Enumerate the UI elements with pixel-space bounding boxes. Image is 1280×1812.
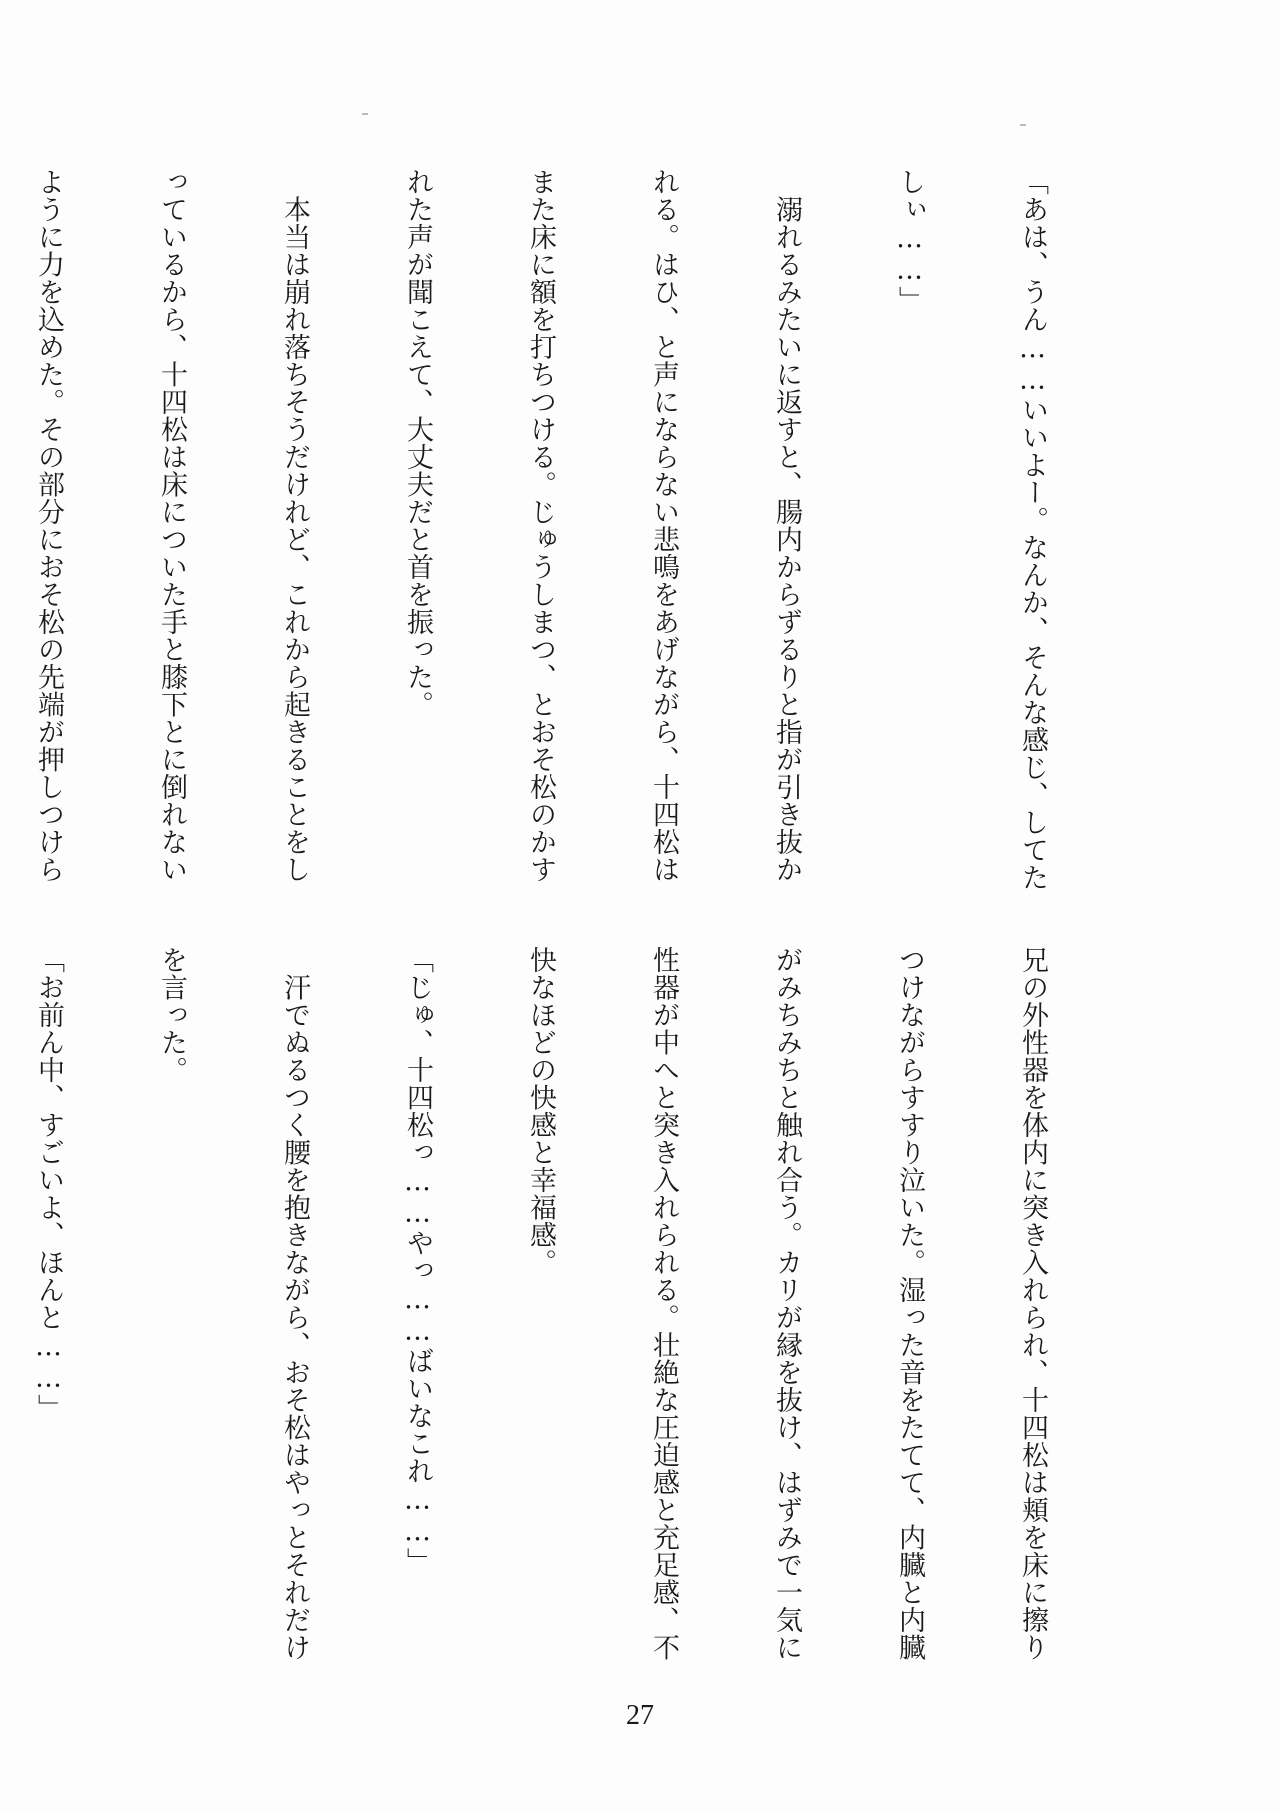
top-text-block [33,168,1135,891]
text-column: 「じゅ、十四松っ……やっ……ばいなこれ……」 [402,946,433,1575]
text-column: また床に額を打ちつける。じゅうしまつ、とおそ松のかす [525,168,556,883]
text-column: れた声が聞こえて、大丈夫だと首を振った。 [402,168,433,718]
text-column: 「あは、うん……いいよー。なんか、そんな感じ、してた [1017,168,1048,891]
bottom-text-block [33,946,1135,1661]
text-column: がみちみちと触れ合う。カリが縁を抜け、はずみで一気に [771,946,802,1661]
text-column: しぃ……」 [894,168,925,314]
text-column: 兄の外性器を体内に突き入れられ、十四松は頬を床に擦り [1017,946,1048,1661]
text-column: 性器が中へと突き入れられる。壮絶な圧迫感と充足感、不 [648,946,679,1661]
text-column: っているから、十四松は床についた手と膝下とに倒れない [156,168,187,883]
text-column: 汗でぬるつく腰を抱きながら、おそ松はやっとそれだけ [279,946,310,1661]
text-column: ように力を込めた。その部分におそ松の先端が押しつけら [33,168,64,883]
scan-speck [1020,124,1026,126]
text-column: 溺れるみたいに返すと、腸内からずるりと指が引き抜か [771,168,802,883]
text-column: 「お前ん中、すごいよ、ほんと……」 [33,946,64,1422]
text-column: を言った。 [156,946,187,1084]
text-column: つけながらすすり泣いた。湿った音をたてて、内臓と内臓 [894,946,925,1661]
text-column: れる。はひ、と声にならない悲鳴をあげながら、十四松は [648,168,679,883]
page-number: 27 [626,1700,654,1731]
text-column: 快なほどの快感と幸福感。 [525,946,556,1276]
scan-speck [362,113,368,115]
text-column: 本当は崩れ落ちそうだけれど、これから起きることをし [279,168,310,883]
